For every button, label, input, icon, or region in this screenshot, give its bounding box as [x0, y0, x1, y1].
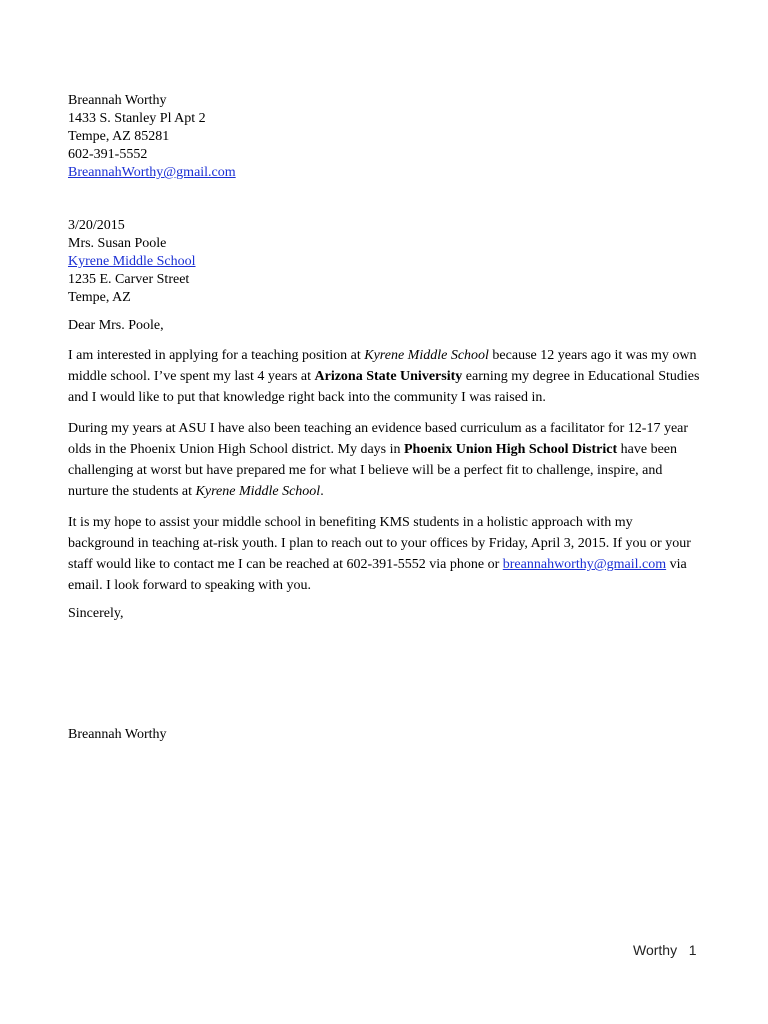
closing: Sincerely,: [68, 606, 124, 621]
sender-block: [68, 92, 708, 182]
cover-letter: [68, 92, 708, 744]
recipient-school-link[interactable]: Kyrene Middle School: [68, 254, 196, 269]
paragraph-experience: [68, 418, 700, 502]
sender-name: Breannah Worthy: [68, 93, 167, 108]
paragraph-text: I am interested in applying for a teaching position at: [68, 348, 365, 363]
recipient-street: 1235 E. Carver Street: [68, 272, 190, 287]
paragraph-text: It is my hope to assist your middle school in benefiting KMS students in a holistic approach with my background in teaching at-risk youth. I plan to reach out to your offices by Friday, April 3, 2015. If you or your staff would like to contact me I can be reached at 602-391-5552 via phone or: [68, 515, 691, 572]
paragraph-text: have been challenging at worst but have prepared me for what I believe will be a perfect fit to challenge, inspire, and nurture the students at: [68, 442, 677, 499]
university-name-bold: Arizona State University: [314, 369, 463, 384]
letter-date: 3/20/2015: [68, 218, 125, 233]
sender-phone: 602-391-5552: [68, 147, 148, 162]
sender-email-link[interactable]: BreannahWorthy@gmail.com: [68, 165, 236, 180]
paragraph-text: During my years at ASU I have also been teaching an evidence based curriculum as a facilitator for 12-17 year olds in the Phoenix Union High School district. My days in: [68, 421, 689, 457]
school-name-italic: Kyrene Middle School: [364, 348, 489, 363]
contact-email-link[interactable]: breannahworthy@gmail.com: [502, 557, 667, 572]
page-number: 1: [688, 942, 697, 958]
signature-name: Breannah Worthy: [68, 727, 167, 742]
page-footer: [633, 942, 697, 958]
paragraph-text: because 12 years ago it was my own middle school. I’ve spent my last 4 years at: [68, 348, 697, 384]
sender-address-line-2: Tempe, AZ 85281: [68, 129, 170, 144]
district-name-bold: Phoenix Union High School District: [404, 442, 618, 457]
salutation: Dear Mrs. Poole,: [68, 318, 164, 333]
paragraph-text: earning my degree in Educational Studies and I would like to put that knowledge right back into the community I was raised in.: [68, 369, 700, 405]
recipient-block: [68, 217, 708, 307]
paragraph-text: .: [320, 484, 324, 499]
paragraph-intro: [68, 345, 700, 408]
paragraph-closing: [68, 512, 700, 596]
school-name-italic: Kyrene Middle School: [195, 484, 321, 499]
sender-address-line-1: 1433 S. Stanley Pl Apt 2: [68, 111, 206, 126]
paragraph-text: via email. I look forward to speaking with you.: [68, 557, 687, 593]
recipient-name: Mrs. Susan Poole: [68, 236, 167, 251]
recipient-city: Tempe, AZ: [68, 290, 131, 305]
footer-name: Worthy: [633, 942, 678, 958]
